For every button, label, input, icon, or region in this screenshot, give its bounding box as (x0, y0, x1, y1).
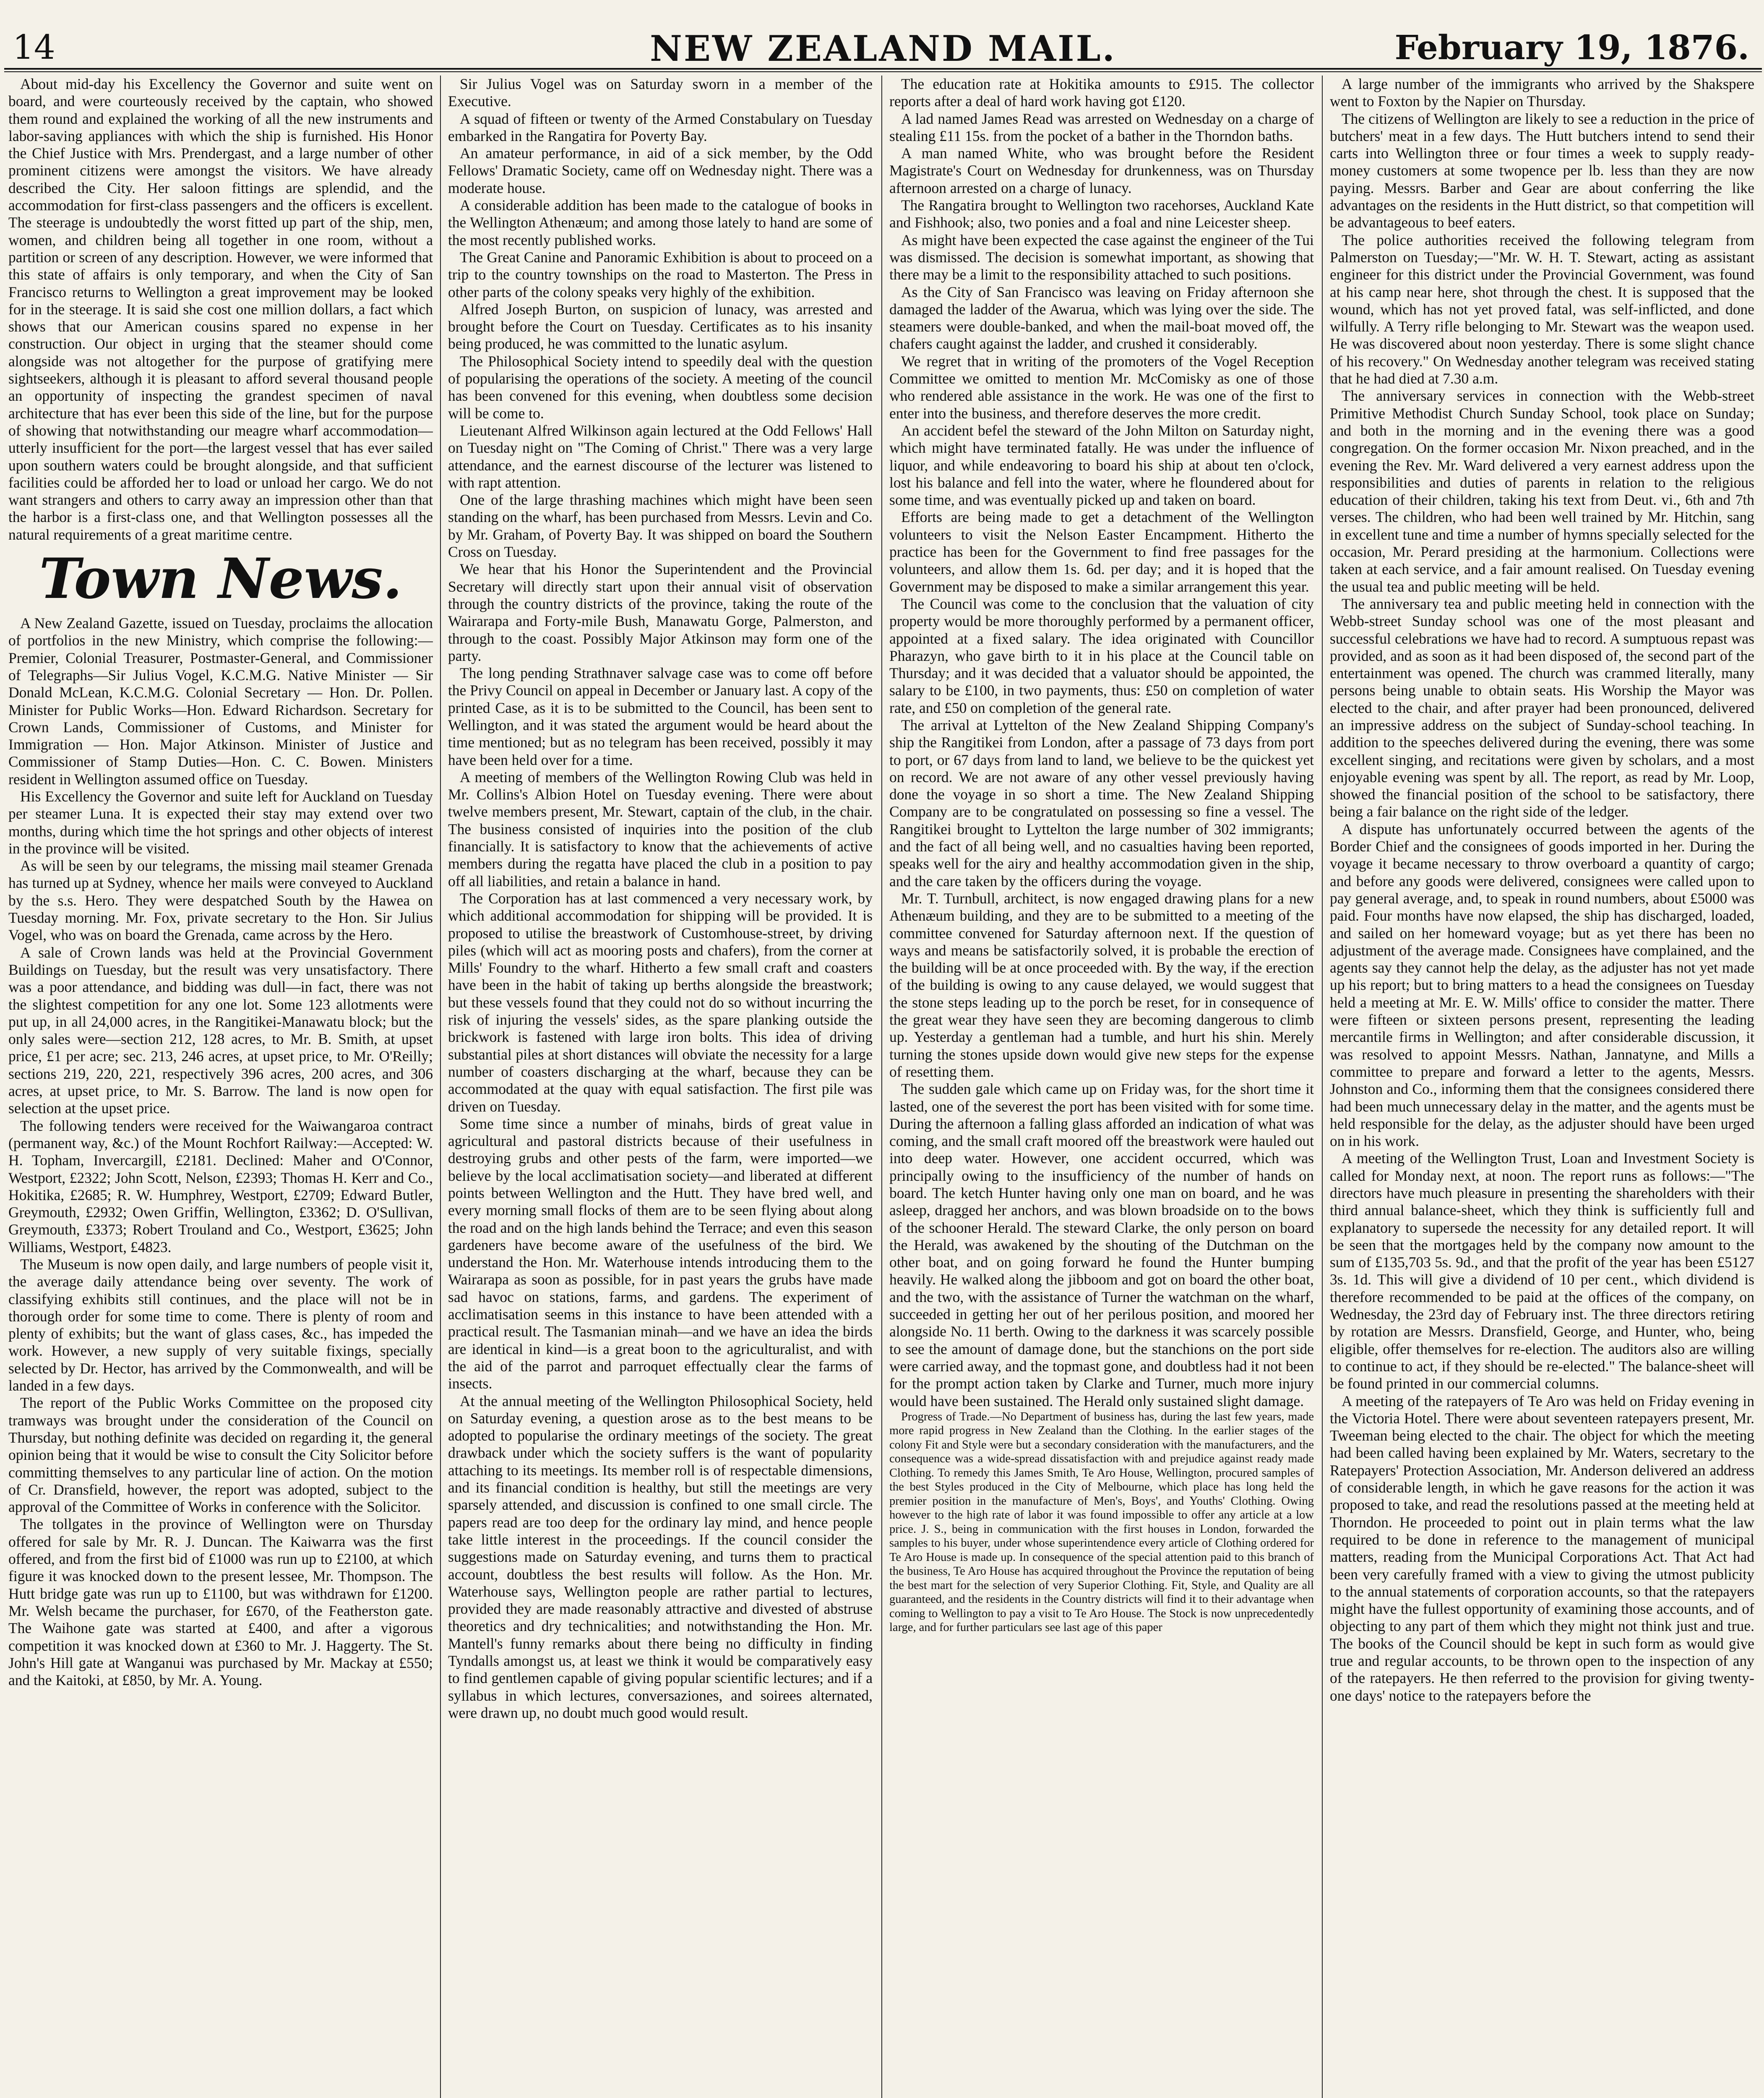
article-paragraph: A lad named James Read was arrested on Wednesday on a charge of stealing £11 15s. from the pocket of a bather in the Thorndon baths. (889, 110, 1314, 144)
article-paragraph: A meeting of members of the Wellington Rowing Club was held in Mr. Collins's Albion Hotel on Tuesday evening. There were about twelve members present, Mr. Stewart, captain of the club, in the chair. The business consisted of inquiries into the position of the club financially. It is satisfactory to know that the achievements of active members during the regatta have placed the club in a position to pay off all liabilities, and retain a balance in hand. (448, 768, 873, 890)
masthead (4, 24, 1762, 70)
article-paragraph: The Philosophical Society intend to speedily deal with the question of popularising the operations of the society. A meeting of the council has been convened for this evening, when doubtless some decision will be come to. (448, 352, 873, 422)
article-paragraph: The report of the Public Works Committee on the proposed city tramways was brought under the consideration of the Council on Thursday, but nothing definite was decided on regarding it, the general opinion being that it would be wise to consult the City Solicitor before committing themselves to any particular line of action. On the motion of Cr. Dransfield, however, the report was adopted, subject to the approval of the Committee of Works in conference with the Solicitor. (8, 1394, 433, 1516)
article-paragraph: A large number of the immigrants who arrived by the Shakspere went to Foxton by the Napier on Thursday. (1330, 76, 1754, 110)
article-paragraph: We regret that in writing of the promoters of the Vogel Reception Committee we omitted to mention Mr. McComisky as one of those who rendered able assistance in the work. He was one of the first to enter into the business, and therefore deserves the more credit. (889, 352, 1314, 422)
article-paragraph: The police authorities received the following telegram from Palmerston on Tuesday;—"Mr. W. H. T. Stewart, acting as assistant engineer for this district under the Provincial Government, was found at his camp near here, shot through the chest. It is supposed that the wound, which has not yet proved fatal, was self-inflicted, and done wilfully. A Terry rifle belonging to Mr. Stewart was the weapon used. He was discovered about noon yesterday. There is some slight chance of his recovery." On Wednesday another telegram was received stating that he had died at 7.30 a.m. (1330, 231, 1754, 387)
article-paragraph: A dispute has unfortunately occurred between the agents of the Border Chief and the consignees of goods imported in her. During the voyage it became necessary to throw overboard a quantity of cargo; and before any goods were delivered, consignees were called upon to pay general average, and, to speak in round numbers, about £5000 was paid. Four months have now elapsed, the ship has discharged, loaded, and sailed on her homeward voyage; but as yet there has been no adjustment of the average made. Consignees have complained, and the agents say they cannot help the delay, as the adjuster has not yet made up his report; but to bring matters to a head the consignees on Tuesday held a meeting at Mr. E. W. Mills' office to consider the matter. There were fifteen or sixteen persons present, representing the leading mercantile firms in Wellington; and after considerable discussion, it was resolved to appoint Messrs. Nathan, Jannatyne, and Mills a committee to prepare and forward a letter to the agents, Messrs. Johnston and Co., informing them that the consignees considered there had been much unnecessary delay in the matter, and the agents must be held responsible for the delay, as the adjuster should have been urged on in his work. (1330, 820, 1754, 1150)
newspaper-title: NEW ZEALAND MAIL. (650, 28, 1116, 69)
section-heading: Town News. (39, 546, 402, 612)
article-paragraph: An accident befel the steward of the John Milton on Saturday night, which might have terminated fatally. He was under the influence of liquor, and while endeavoring to board his ship at about ten o'clock, lost his balance and fell into the water, where he floundered about for some time, and was eventually picked up and taken on board. (889, 422, 1314, 509)
article-paragraph: Sir Julius Vogel was on Saturday sworn in a member of the Executive. (448, 76, 873, 110)
article-paragraph: We hear that his Honor the Superintendent and the Provincial Secretary will directly start upon their annual visit of observation through the country districts of the province, taking the route of the Wairarapa and Forty-mile Bush, Manawatu Gorge, Palmerston, and through to the coast. Possibly Major Atkinson may form one of the party. (448, 561, 873, 664)
column-4 (1330, 76, 1754, 2098)
article-paragraph: About mid-day his Excellency the Governor and suite went on board, and were courteously received by the captain, who showed them round and explained the working of all the new instruments and labor-saving appliances with which the ship is furnished. His Honor the Chief Justice with Mrs. Prendergast, and a large number of other prominent citizens were amongst the visitors. We have already described the City. Her saloon fittings are splendid, and the accommodation for first-class passengers and the officers is excellent. The steerage is undoubtedly the worst fitted up part of the ship, men, women, and children being all together in one room, without a partition or screen of any description. However, we were informed that this state of affairs is only temporary, and when the City of San Francisco returns to Wellington a great improvement may be looked for in the steerage. It is said she cost one million dollars, a fact which shows that our American cousins spared no expense in her construction. Our object in urging that the steamer should come alongside was not altogether for the purpose of gratifying mere sightseekers, although it is pleasant to afford several thousand people an opportunity of inspecting the grandest specimen of naval architecture that has ever been this side of the line, but for the purpose of showing that notwithstanding our meagre wharf accommodation—utterly insufficient for the port—the largest vessel that has ever sailed upon southern waters could be brought alongside, and that sufficient facilities could be afforded her to load or unload her cargo. We do not want strangers and others to carry away an impression other than that the harbor is a first-class one, and that Wellington possesses all the natural requirements of a great maritime centre. (8, 76, 433, 543)
article-paragraph: Alfred Joseph Burton, on suspicion of lunacy, was arrested and brought before the Court on Tuesday. Certificates as to his insanity being produced, he was committed to the lunatic asylum. (448, 300, 873, 352)
article-paragraph: The Rangatira brought to Wellington two racehorses, Auckland Kate and Fishhook; also, two ponies and a foal and nine Leicester sheep. (889, 197, 1314, 231)
article-paragraph: His Excellency the Governor and suite left for Auckland on Tuesday per steamer Luna. It is expected their stay may extend over two months, during which time the hot springs and other objects of interest in the province will be visited. (8, 788, 433, 857)
issue-date: February 19, 1876. (1394, 28, 1749, 67)
article-paragraph: A meeting of the Wellington Trust, Loan and Investment Society is called for Monday next, at noon. The report runs as follows:—"The directors have much pleasure in presenting the shareholders with their third annual balance-sheet, which they think is sufficiently full and explanatory to supersede the necessity for any detailed report. It will be seen that the mortgages held by the company now amount to the sum of £135,703 5s. 9d., and that the profit of the year has been £5127 3s. 1d. This will give a dividend of 10 per cent., which dividend is therefore recommended to be paid at the offices of the company, on Wednesday, the 23rd day of February inst. The three directors retiring by rotation are Messrs. Dransfield, George, and Hunter, who, being eligible, offer themselves for re-election. The auditors also are willing to continue to act, if they should be re-elected." The balance-sheet will be found printed in our commercial columns. (1330, 1150, 1754, 1392)
article-paragraph: As might have been expected the case against the engineer of the Tui was dismissed. The decision is somewhat important, as showing that there may be a limit to the responsibility attached to such positions. (889, 231, 1314, 283)
article-paragraph: The tollgates in the province of Wellington were on Thursday offered for sale by Mr. R. J. Duncan. The Kaiwarra was the first offered, and from the first bid of £1000 was run up to £2100, at which figure it was knocked down to the present lessee, Mr. Thompson. The Hutt bridge gate was run up to £1100, but was withdrawn for £1200. Mr. Welsh became the purchaser, for £670, of the Featherston gate. The Waihone gate was started at £400, and after a vigorous competition it was knocked down at £360 to Mr. J. Haggerty. The St. John's Hill gate at Wanganui was purchased by Mr. Mackay at £550; and the Kaitoki, at £850, by Mr. A. Young. (8, 1516, 433, 1689)
article-paragraph: At the annual meeting of the Wellington Philosophical Society, held on Saturday evening, a question arose as to the best means to be adopted to popularise the ordinary meetings of the society. The great drawback under which the society suffers is the want of popularity attaching to its meetings. Its member roll is of respectable dimensions, and its financial condition is healthy, but still the meetings are very sparsely attended, and discussion is confined to one small circle. The papers read are too deep for the ordinary lay mind, and hence people take little interest in the proceedings. If the council consider the suggestions made on Saturday evening, and turns them to practical account, doubtless the best results will follow. As the Hon. Mr. Waterhouse says, Wellington people are rather partial to lectures, provided they are made reasonably attractive and divested of abstruse theoretics and dry technicalities; and notwithstanding the Hon. Mr. Mantell's funny remarks about there being no difficulty in finding Tyndalls amongst us, at least we think it would be comparatively easy to find gentlemen capable of giving popular scientific lectures; and if a syllabus in which lectures, conversaziones, and soirees alternated, were drawn up, no doubt much good would result. (448, 1392, 873, 1721)
article-paragraph: A squad of fifteen or twenty of the Armed Constabulary on Tuesday embarked in the Rangatira for Poverty Bay. (448, 110, 873, 144)
article-paragraph: The arrival at Lyttelton of the New Zealand Shipping Company's ship the Rangitikei from London, after a passage of 73 days from port to port, or 67 days from land to land, we believe to be the quickest yet on record. We are not aware of any other vessel previously having done the voyage in so short a time. The New Zealand Shipping Company are to be congratulated on possessing so fine a vessel. The Rangitikei brought to Lyttelton the large number of 302 immigrants; and the fact of all being well, and no casualties having been reported, speaks well for the airy and healthy accommodation given in the ship, and the care taken by the officers during the voyage. (889, 716, 1314, 890)
advertisement-notice: Progress of Trade.—No Department of business has, during the last few years, made more rapid progress in New Zealand than the Clothing. In the earlier stages of the colony Fit and Style were but a secondary consideration with the manufacturers, and the consequence was a wide-spread dissatisfaction with and prejudice against ready made Clothing. To remedy this James Smith, Te Aro House, Wellington, procured samples of the best Styles produced in the City of Melbourne, which place has long held the premier position in the manufacture of Men's, Boys', and Youths' Clothing. Owing however to the high rate of labor it was found impossible to offer any article at a low price. J. S., being in communication with the first houses in London, forwarded the samples to his buyer, under whose superintendence every article of Clothing ordered for Te Aro House is made up. In consequence of the special attention paid to this branch of the business, Te Aro House has acquired throughout the Province the reputation of being the best mart for the selection of very Superior Clothing. Fit, Style, and Quality are all guaranteed, and the residents in the Country districts will find it to their advantage when coming to Wellington to pay a visit to Te Aro House. The Stock is now unprecedentedly large, and for further particulars see last age of this paper (889, 1410, 1314, 1634)
article-paragraph: A sale of Crown lands was held at the Provincial Government Buildings on Tuesday, but the result was very unsatisfactory. There was a poor attendance, and bidding was dull—in fact, there was not the slightest competition for any one lot. Some 123 allotments were put up, in all 24,000 acres, in the Rangitikei-Manawatu block; but the only sales were—section 212, 128 acres, to Mr. B. Smith, at upset price, £1 per acre; sec. 213, 246 acres, at upset price, to Mr. O'Reilly; sections 219, 220, 221, respectively 396 acres, 200 acres, and 306 acres, at upset price, to Mr. S. Barrow. The land is now open for selection at the upset price. (8, 944, 433, 1117)
article-paragraph: The education rate at Hokitika amounts to £915. The collector reports after a deal of hard work having got £120. (889, 76, 1314, 110)
article-paragraph: The sudden gale which came up on Friday was, for the short time it lasted, one of the severest the port has been visited with for some time. During the afternoon a falling glass afforded an indication of what was coming, and the small craft moored off the breastwork were hauled out into deep water. However, one accident occurred, which was principally owing to the insufficiency of the number of hands on board. The ketch Hunter having only one man on board, and he was asleep, dragged her anchors, and was blown broadside on to the bows of the schooner Herald. The steward Clarke, the only person on board the Herald, was awakened by the shouting of the Dutchman on the other boat, and on going forward he found the Hunter bumping heavily. He walked along the jibboom and got on board the other boat, and the two, with the assistance of Turner the watchman on the wharf, succeeded in getting her out of her perilous position, and moored her alongside No. 11 berth. Owing to the darkness it was scarcely possible to see the amount of damage done, but the stanchions on the port side were carried away, and the topmast gone, and doubtless had it not been for the prompt action taken by Clarke and Turner, much more injury would have been sustained. The Herald only sustained slight damage. (889, 1080, 1314, 1409)
article-paragraph: Mr. T. Turnbull, architect, is now engaged drawing plans for a new Athenæum building, and they are to be submitted to a meeting of the committee convened for Saturday afternoon next. If the question of ways and means be satisfactorily solved, it is probable the erection of the building will be at once proceeded with. By the way, if the erection of the building is owing to any cause delayed, we would suggest that the stone steps leading up to the porch be reset, for in consequence of the great wear they have seen they are becoming dangerous to climb up. Yesterday a gentleman had a tumble, and hurt his shin. Merely turning the stones upside down would give new steps for the expense of resetting them. (889, 890, 1314, 1080)
article-paragraph: An amateur performance, in aid of a sick member, by the Odd Fellows' Dramatic Society, came off on Wednesday night. There was a moderate house. (448, 145, 873, 196)
masthead-rule-thin (4, 71, 1762, 72)
article-paragraph: Lieutenant Alfred Wilkinson again lectured at the Odd Fellows' Hall on Tuesday night on "The Coming of Christ." There was a very large attendance, and the earnest discourse of the lecturer was listened to with rapt attention. (448, 422, 873, 491)
column-divider (1322, 76, 1323, 2098)
column-2 (448, 76, 873, 2098)
article-paragraph: The Council was come to the conclusion that the valuation of city property would be more thoroughly performed by a permanent officer, appointed at a fixed salary. The idea originated with Councillor Pharazyn, who gave birth to it in his place at the Council table on Thursday; and it was decided that a valuator should be appointed, the salary to be £100, in two payments, thus: £50 on completion of water rate, and £50 on completion of the general rate. (889, 595, 1314, 716)
article-paragraph: The long pending Strathnaver salvage case was to come off before the Privy Council on appeal in December or January last. A copy of the printed Case, as it is to be submitted to the Council, has been sent to Wellington, and it was stated the argument would be heard about the time mentioned; but as no telegram has been received, possibly it may have been held over for a time. (448, 665, 873, 768)
article-paragraph: The following tenders were received for the Waiwangaroa contract (permanent way, &c.) of the Mount Rochfort Railway:—Accepted: W. H. Topham, Invercargill, £2181. Declined: Maher and O'Connor, Westport, £2322; John Scott, Nelson, £2393; Thomas H. Kerr and Co., Hokitika, £2685; R. W. Humphrey, Westport, £2709; Edward Butler, Greymouth, £2932; Owen Griffin, Wellington, £3362; D. O'Sullivan, Greymouth, £3373; Robert Trouland and Co., Westport, £3625; John Williams, Westport, £4823. (8, 1117, 433, 1255)
column-divider (440, 76, 441, 2098)
article-paragraph: The Museum is now open daily, and large numbers of people visit it, the average daily attendance being over seventy. The work of classifying exhibits still continues, and the place will not be in thorough order for some time to come. There is plenty of room and plenty of exhibits; but the want of glass cases, &c., has impeded the work. However, a new supply of very suitable fixings, specially selected by Dr. Hector, has arrived by the Commonwealth, and will be landed in a few days. (8, 1256, 433, 1394)
article-paragraph: A New Zealand Gazette, issued on Tuesday, proclaims the allocation of portfolios in the new Ministry, which comprise the following:—Premier, Colonial Treasurer, Postmaster-General, and Commissioner of Telegraphs—Sir Julius Vogel, K.C.M.G. Native Minister — Sir Donald McLean, K.C.M.G. Colonial Secretary — Hon. Dr. Pollen. Minister for Public Works—Hon. Edward Richardson. Secretary for Crown Lands, Commissioner of Customs, and Minister for Immigration — Hon. Major Atkinson. Minister of Justice and Commissioner of Stamp Duties—Hon. C. C. Bowen. Ministers resident in Wellington assumed office on Tuesday. (8, 615, 433, 788)
article-paragraph: As the City of San Francisco was leaving on Friday afternoon she damaged the ladder of the Awarua, which was lying over the side. The steamers were double-banked, and when the mail-boat moved off, the chafers caught against the ladder, and crushed it considerably. (889, 283, 1314, 352)
article-paragraph: A meeting of the ratepayers of Te Aro was held on Friday evening in the Victoria Hotel. There were about seventeen ratepayers present, Mr. Tweeman being elected to the chair. The object for which the meeting had been called having been explained by Mr. Waters, secretary to the Ratepayers' Protection Association, Mr. Anderson delivered an address of considerable length, in which he gave reasons for the action it was proposed to take, and read the resolutions passed at the meeting held at Thorndon. He proceeded to point out in plain terms what the law required to be done in reference to the management of municipal matters, reading from the Municipal Corporations Act. That Act had been very carefully framed with a view to giving the utmost publicity to the annual statements of corporation accounts, so that the ratepayers might have the fullest opportunity of examining those accounts, and of objecting to any part of them which they might not think just and true. The books of the Council should be kept in such form as would give true and regular accounts, to be thrown open to the inspection of any of the ratepayers. He then referred to the provision for giving twenty-one days' notice to the ratepayers before the (1330, 1392, 1754, 1704)
article-paragraph: The anniversary services in connection with the Webb-street Primitive Methodist Church Sunday School, took place on Sunday; and both in the morning and in the evening there was a good congregation. On the former occasion Mr. Nixon preached, and in the evening the Rev. Mr. Ward delivered a very earnest address upon the responsibilities and duties of parents in relation to the religious education of their children, taking his text from Deut. vi., 6th and 7th verses. The children, who had been well trained by Mr. Hitchin, sang in excellent tune and time a number of hymns specially selected for the occasion, Mr. Perard presiding at the harmonium. Collections were taken at each service, and a fair amount realised. On Tuesday evening the usual tea and public meeting will be held. (1330, 387, 1754, 595)
masthead-rule (4, 68, 1762, 70)
article-paragraph: Efforts are being made to get a detachment of the Wellington volunteers to visit the Nelson Easter Encampment. Hitherto the practice has been for the Government to find free passages for the volunteers, and allow them 1s. 6d. per day; and it is hoped that the Government may be disposed to make a similar arrangement this year. (889, 509, 1314, 595)
article-paragraph: The anniversary tea and public meeting held in connection with the Webb-street Sunday school was one of the most pleasant and successful celebrations we have had to record. A sumptuous repast was provided, and as soon as it had been disposed of, the second part of the entertainment was opened. The church was crammed literally, many persons being unable to obtain seats. His Worship the Mayor was elected to the chair, and after prayer had been pronounced, delivered an impressive address on the subject of Sunday-school teaching. In addition to the speeches delivered during the evening, there was some excellent singing, and recitations were given by scholars, and a most enjoyable evening was spent by all. The report, as read by Mr. Loop, showed the financial position of the school to be satisfactory, there being a fair balance on the right side of the ledger. (1330, 595, 1754, 820)
column-3 (889, 76, 1314, 2098)
column-1 (8, 76, 433, 2098)
article-paragraph: The Great Canine and Panoramic Exhibition is about to proceed on a trip to the country townships on the road to Masterton. The Press in other parts of the colony speaks very highly of the exhibition. (448, 248, 873, 300)
article-paragraph: As will be seen by our telegrams, the missing mail steamer Grenada has turned up at Sydney, whence her mails were conveyed to Auckland by the s.s. Hero. They were despatched South by the Hawea on Tuesday morning. Mr. Fox, private secretary to the Hon. Sir Julius Vogel, who was on board the Grenada, came across by the Hero. (8, 857, 433, 944)
article-paragraph: A considerable addition has been made to the catalogue of books in the Wellington Athenæum; and among those lately to hand are some of the most recently published works. (448, 197, 873, 248)
article-paragraph: A man named White, who was brought before the Resident Magistrate's Court on Wednesday for drunkenness, was on Thursday afternoon arrested on a charge of lunacy. (889, 145, 1314, 196)
article-paragraph: The citizens of Wellington are likely to see a reduction in the price of butchers' meat in a few days. The Hutt butchers intend to send their carts into Wellington three or four times a week to supply ready-money customers at some twopence per lb. less than they are now paying. Messrs. Barber and Gear are about conferring the like advantages on the residents in the Hutt district, so that competition will be advantageous to beef eaters. (1330, 110, 1754, 231)
article-paragraph: Some time since a number of minahs, birds of great value in agricultural and pastoral districts because of their usefulness in destroying grubs and other pests of the farm, were imported—we believe by the local acclimatisation society—and liberated at different points between Wellington and the Hutt. They have bred well, and every morning small flocks of them are to be seen flying about along the road and on the high lands behind the Terrace; and even this season gardeners have become aware of the usefulness of the bird. We understand the Hon. Mr. Waterhouse intends introducing them to the Wairarapa as soon as possible, for in past years the grubs have made sad havoc on stations, farms, and gardens. The experiment of acclimatisation seems in this instance to have been attended with a practical result. The Tasmanian minah—and we have an idea the birds are identical in kind—is a great boon to the agriculturalist, and with the aid of the parrot and parroquet effectually clear the farms of insects. (448, 1115, 873, 1392)
page-number: 14 (13, 28, 55, 67)
column-divider (881, 76, 882, 2098)
article-paragraph: The Corporation has at last commenced a very necessary work, by which additional accommodation for shipping will be provided. It is proposed to utilise the breastwork of Customhouse-street, by driving piles (which will act as mooring posts and chafers), from the corner at Mills' Foundry to the wharf. Hitherto a few small craft and coasters have been in the habit of taking up berths alongside the breastwork; but these vessels found that they could not do so without incurring the risk of injuring the vessels' sides, as the spare planking outside the brickwork is fastened with large iron bolts. This idea of driving substantial piles at short distances will obviate the necessity for a large number of coasters discharging at the wharf, because they can be accommodated at the quay with equal satisfaction. The first pile was driven on Tuesday. (448, 890, 873, 1115)
article-paragraph: One of the large thrashing machines which might have been seen standing on the wharf, has been purchased from Messrs. Levin and Co. by Mr. Graham, of Poverty Bay. It was shipped on board the Southern Cross on Tuesday. (448, 491, 873, 561)
